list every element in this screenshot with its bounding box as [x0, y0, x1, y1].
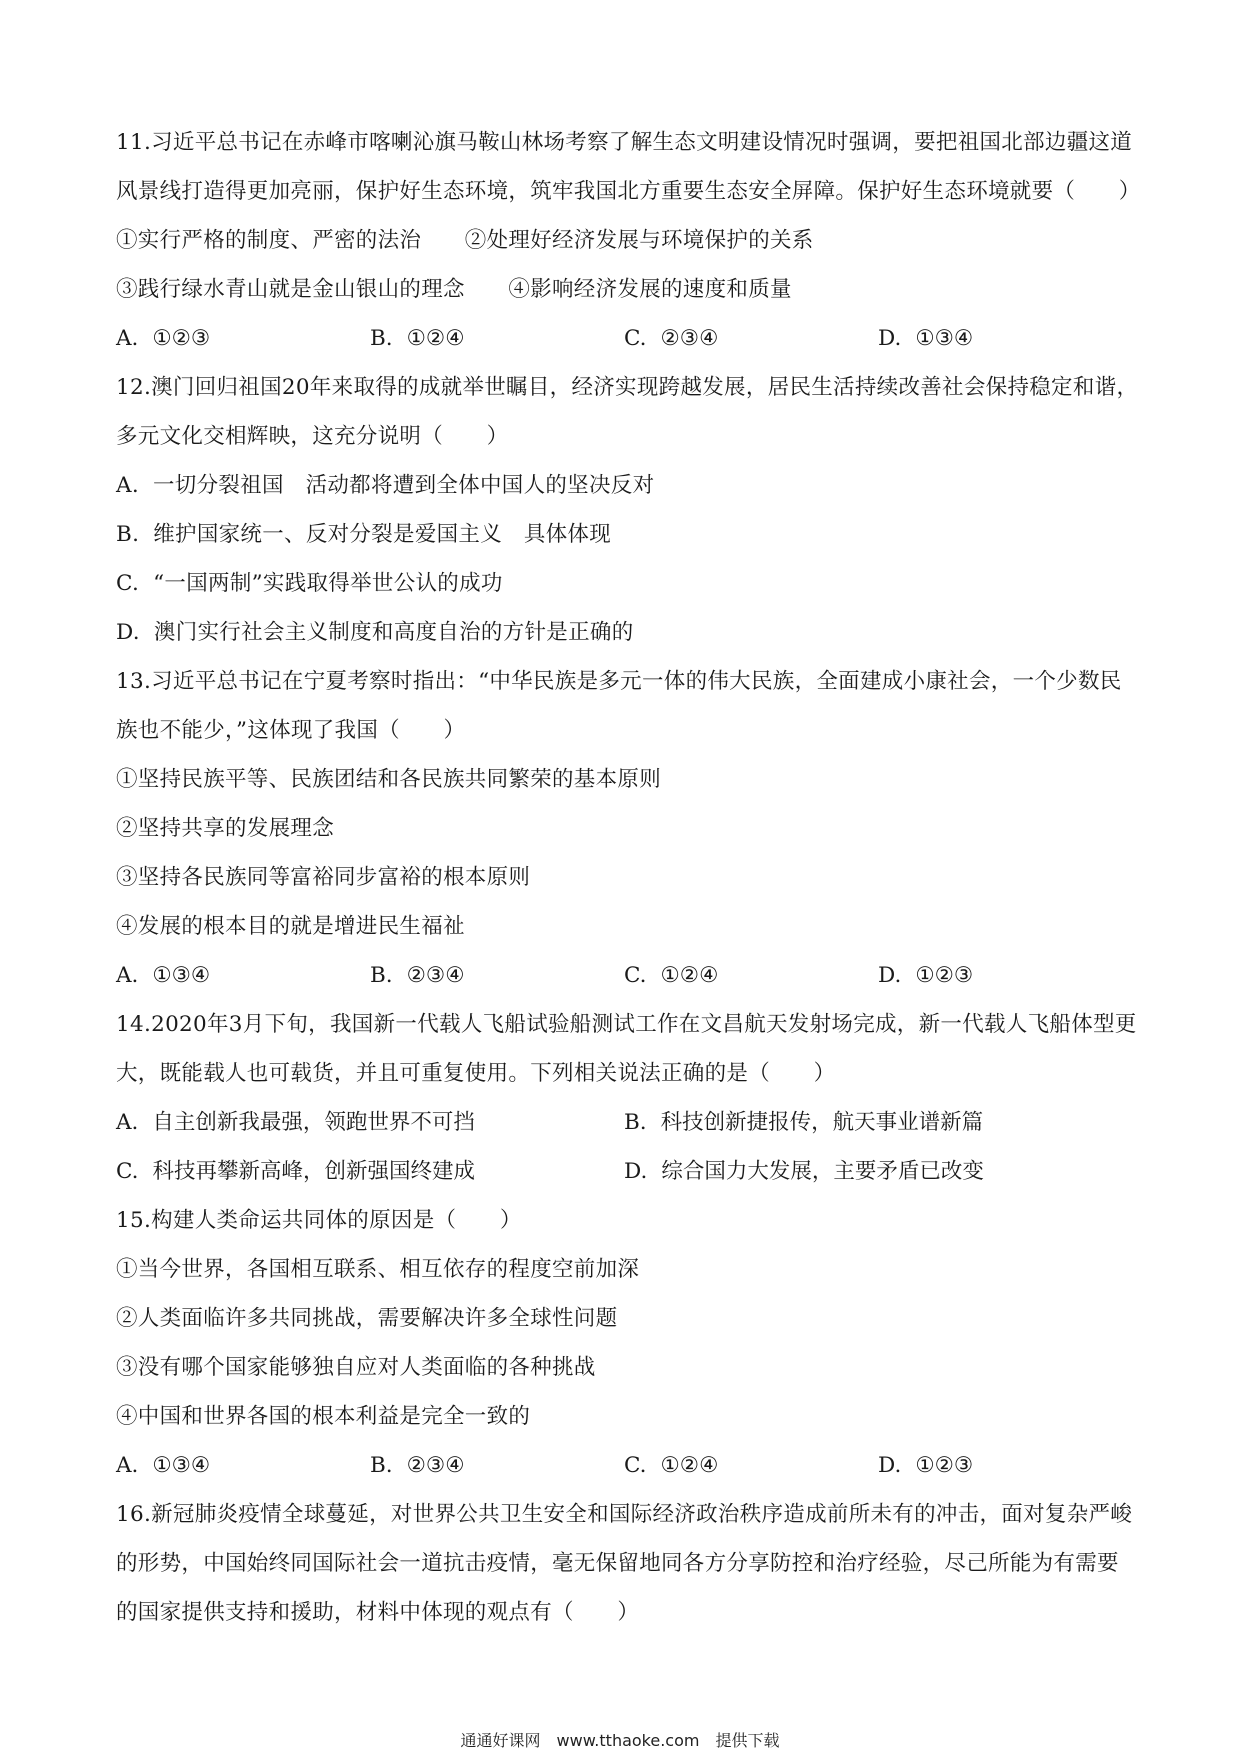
- option-text: ①②③: [915, 1453, 974, 1478]
- option-b: [624, 1108, 1132, 1157]
- option-letter: A.: [116, 1110, 139, 1135]
- option-c: [624, 324, 878, 373]
- answer-options-row: [116, 1157, 1132, 1206]
- answer-options: [116, 324, 1132, 373]
- question-stem-line: 的形势，中国始终同国际社会一道抗击疫情，毫无保留地同各方分享防控和治疗经验，尽己所能为有需要: [116, 1551, 1119, 1576]
- answer-options: [116, 961, 1132, 1010]
- option-a: [116, 471, 1132, 520]
- question-stem-line: 多元文化交相辉映，这充分说明（ ）: [116, 424, 509, 449]
- option-text: ①②④: [406, 326, 465, 351]
- question-14: [116, 1010, 1137, 1206]
- option-d: [878, 324, 1132, 373]
- option-letter: A.: [116, 473, 139, 498]
- statement-line: ③坚持各民族同等富裕同步富裕的根本原则: [116, 865, 531, 890]
- option-text: 澳门实行社会主义制度和高度自治的方针是正确的: [153, 620, 634, 645]
- option-text: 维护国家统一、反对分裂是爱国主义 具体体现: [153, 522, 612, 547]
- answer-options: [116, 1451, 1132, 1500]
- option-b: [370, 324, 624, 373]
- question-11: [116, 128, 1141, 373]
- question-stem-line: 族也不能少，”这体现了我国（ ）: [116, 718, 466, 743]
- question-stem-line: 的国家提供支持和援助，材料中体现的观点有（ ）: [116, 1600, 640, 1625]
- option-text: “一国两制”实践取得举世公认的成功: [153, 571, 503, 596]
- option-letter: A.: [116, 1453, 139, 1478]
- option-text: ①②③: [152, 326, 211, 351]
- option-c: [116, 1157, 624, 1206]
- option-d: [116, 618, 1132, 667]
- option-text: ②③④: [406, 1453, 465, 1478]
- option-text: ①②④: [660, 1453, 719, 1478]
- question-15: [116, 1206, 1132, 1500]
- option-text: ①③④: [915, 326, 974, 351]
- option-letter: D.: [878, 1453, 902, 1478]
- option-text: ②③④: [406, 963, 465, 988]
- question-13: [116, 667, 1132, 1010]
- statement-line: ③没有哪个国家能够独自应对人类面临的各种挑战: [116, 1355, 596, 1380]
- option-b: [370, 961, 624, 1010]
- statement-line: ③践行绿水青山就是金山银山的理念 ④影响经济发展的速度和质量: [116, 277, 792, 302]
- question-stem-line: 15.构建人类命运共同体的原因是（ ）: [116, 1208, 522, 1233]
- answer-options-row: [116, 1108, 1132, 1157]
- option-c: [624, 1451, 878, 1500]
- option-letter: D.: [878, 326, 902, 351]
- statement-line: ④发展的根本目的就是增进民生福祉: [116, 914, 465, 939]
- option-letter: B.: [370, 963, 393, 988]
- option-text: ②③④: [660, 326, 719, 351]
- option-text: ①③④: [152, 963, 211, 988]
- option-a: [116, 961, 370, 1010]
- option-text: ①②④: [660, 963, 719, 988]
- statement-line: ②人类面临许多共同挑战，需要解决许多全球性问题: [116, 1306, 618, 1331]
- question-stem-line: 14.2020年3月下旬，我国新一代载人飞船试验船测试工作在文昌航天发射场完成，新一代载人飞船体型更: [116, 1012, 1137, 1037]
- option-text: ①③④: [152, 1453, 211, 1478]
- exam-page: [116, 128, 1141, 1647]
- statement-line: ④中国和世界各国的根本利益是完全一致的: [116, 1404, 531, 1429]
- question-stem-line: 12.澳门回归祖国20年来取得的成就举世瞩目，经济实现跨越发展，居民生活持续改善社会保持稳定和谐，: [116, 375, 1139, 400]
- statement-line: ①实行严格的制度、严密的法治 ②处理好经济发展与环境保护的关系: [116, 228, 814, 253]
- question-stem-line: 13.习近平总书记在宁夏考察时指出：“中华民族是多元一体的伟大民族，全面建成小康社会，一个少数民: [116, 669, 1122, 694]
- option-text: 综合国力大发展，主要矛盾已改变: [661, 1159, 984, 1184]
- option-text: ①②③: [915, 963, 974, 988]
- option-c: [116, 569, 1132, 618]
- statement-line: ①当今世界，各国相互联系、相互依存的程度空前加深: [116, 1257, 640, 1282]
- option-b: [116, 520, 1132, 569]
- option-d: [624, 1157, 1132, 1206]
- option-text: 科技创新捷报传，航天事业谱新篇: [660, 1110, 984, 1135]
- question-stem-line: 大，既能载人也可载货，并且可重复使用。下列相关说法正确的是（ ）: [116, 1061, 836, 1086]
- option-letter: C.: [624, 963, 647, 988]
- option-b: [370, 1451, 624, 1500]
- question-stem-line: 11.习近平总书记在赤峰市喀喇沁旗马鞍山林场考察了解生态文明建设情况时强调，要把祖国北部边疆这道: [116, 130, 1133, 155]
- question-12: [116, 373, 1139, 667]
- page-footer: 通通好课网 www.tthaoke.com 提供下载: [460, 1731, 780, 1750]
- option-letter: D.: [878, 963, 902, 988]
- option-d: [878, 961, 1132, 1010]
- option-text: 一切分裂祖国 活动都将遭到全体中国人的坚决反对: [152, 473, 655, 498]
- question-16: [116, 1500, 1132, 1647]
- question-stem-line: 16.新冠肺炎疫情全球蔓延，对世界公共卫生安全和国际经济政治秩序造成前所未有的冲击，面对复杂严峻: [116, 1502, 1133, 1527]
- statement-line: ②坚持共享的发展理念: [116, 816, 335, 841]
- option-letter: C.: [624, 1453, 647, 1478]
- option-a: [116, 1451, 370, 1500]
- option-a: [116, 324, 370, 373]
- option-letter: A.: [116, 963, 139, 988]
- option-letter: D.: [116, 620, 140, 645]
- option-text: 科技再攀新高峰，创新强国终建成: [152, 1159, 476, 1184]
- option-letter: B.: [624, 1110, 647, 1135]
- option-letter: C.: [116, 1159, 139, 1184]
- option-d: [878, 1451, 1132, 1500]
- option-letter: C.: [116, 571, 140, 596]
- option-c: [624, 961, 878, 1010]
- option-a: [116, 1108, 624, 1157]
- option-letter: A.: [116, 326, 139, 351]
- option-letter: B.: [370, 1453, 393, 1478]
- option-letter: B.: [116, 522, 140, 547]
- option-text: 自主创新我最强，领跑世界不可挡: [152, 1110, 475, 1135]
- option-letter: D.: [624, 1159, 648, 1184]
- option-letter: B.: [370, 326, 393, 351]
- question-stem-line: 风景线打造得更加亮丽，保护好生态环境，筑牢我国北方重要生态安全屏障。保护好生态环境就要（ ）: [116, 179, 1141, 204]
- option-letter: C.: [624, 326, 647, 351]
- statement-line: ①坚持民族平等、民族团结和各民族共同繁荣的基本原则: [116, 767, 662, 792]
